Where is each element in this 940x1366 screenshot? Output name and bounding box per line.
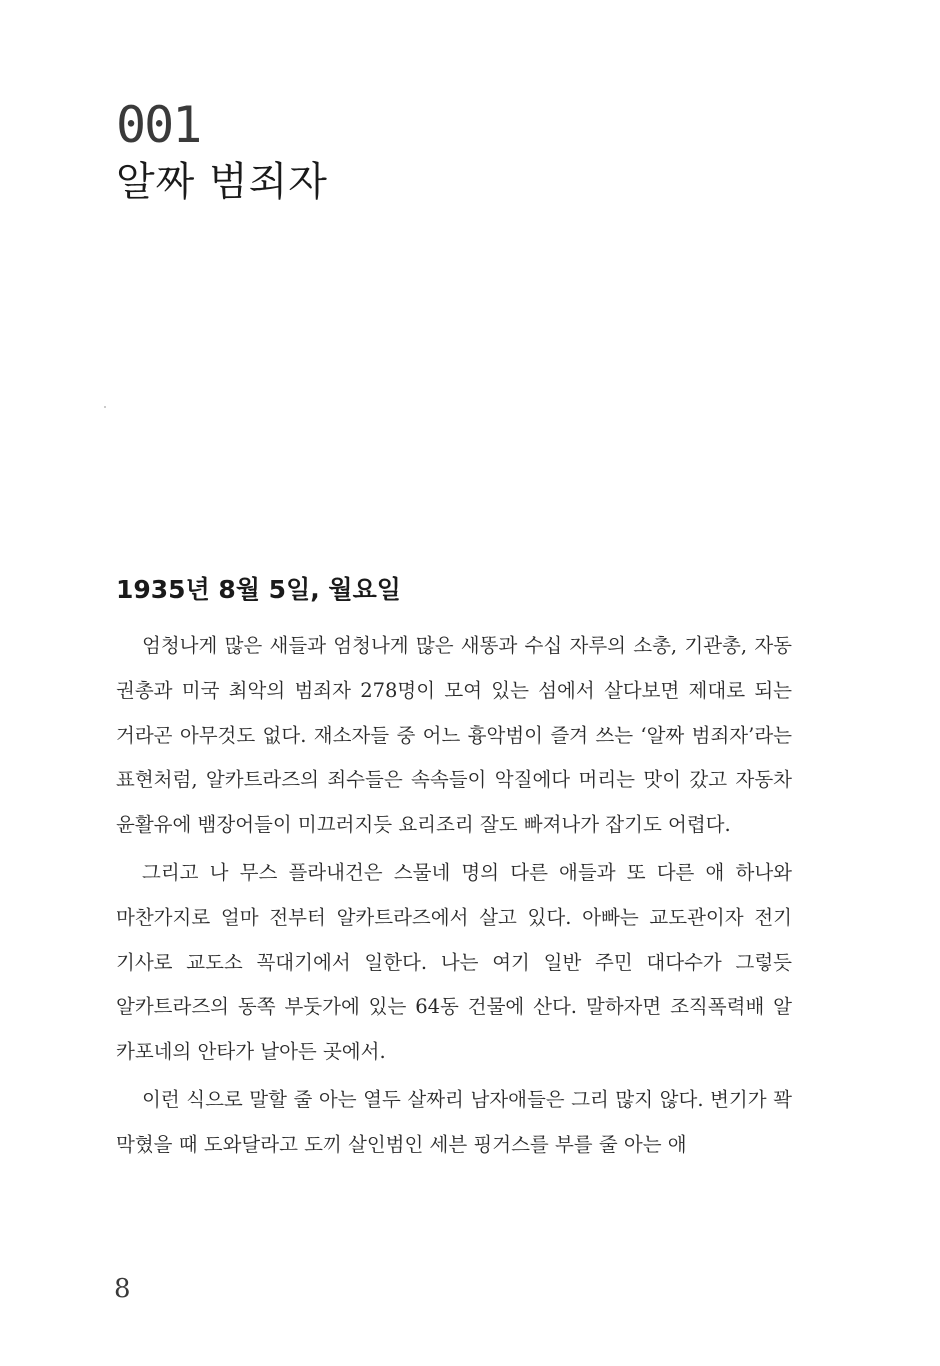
paragraph-2: 그리고 나 무스 플라내건은 스물네 명의 다른 애들과 또 다른 애 하나와 마찬가지로 얼마 전부터 알카트라즈에서 살고 있다. 아빠는 교도관이자 전기 기사로 교도소 꼭대기에서 일한다. 나는 여기 일반 주민 대다수가 그렇듯 알카트라즈의 동쪽 부둣가에 있는 64동 건물에 산다. 말하자면 조직폭력배 알 카포네의 안타가 날아든 곳에서. — [116, 860, 792, 1064]
paragraph-3: 이런 식으로 말할 줄 아는 열두 살짜리 남자애들은 그리 많지 않다. 변기가 꽉 막혔을 때 도와달라고 도끼 살인범인 세븐 핑거스를 부를 줄 아는 애 — [116, 1087, 792, 1156]
body-text — [116, 624, 792, 1171]
paragraph-1: 엄청나게 많은 새들과 엄청나게 많은 새똥과 수십 자루의 소총, 기관총, 자동 권총과 미국 최악의 범죄자 278명이 모여 있는 섬에서 살다보면 제대로 되는 거라곤 아무것도 없다. 재소자들 중 어느 흉악범이 즐겨 쓰는 ‘알짜 범죄자’라는 표현처럼, 알카트라즈의 죄수들은 속속들이 악질에다 머리는 맛이 갔고 자동차 윤활유에 뱀장어들이 미끄러지듯 요리조리 잘도 빠져나가 잡기도 어렵다. — [116, 634, 792, 837]
page-speck — [104, 406, 106, 408]
page-number: 8 — [114, 1274, 131, 1304]
chapter-number: 001 — [116, 96, 201, 154]
chapter-title: 알짜 범죄자 — [116, 159, 328, 205]
entry-date-heading: 1935년 8월 5일, 월요일 — [116, 575, 401, 604]
